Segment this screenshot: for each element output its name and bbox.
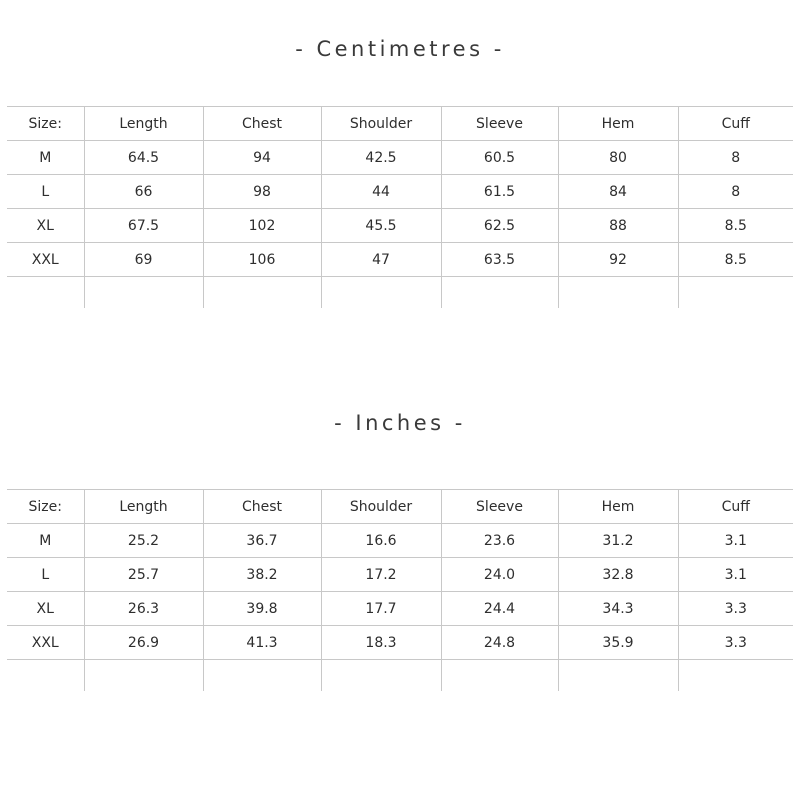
table-cell: 69	[84, 243, 203, 277]
table-cell: 44	[321, 175, 441, 209]
table-cell: 67.5	[84, 209, 203, 243]
table-cell: 3.3	[678, 592, 793, 626]
table-cell: 63.5	[441, 243, 558, 277]
table-cell: 60.5	[441, 141, 558, 175]
centimetres-title: - Centimetres -	[295, 37, 505, 61]
blank-row	[7, 660, 793, 692]
size-cell: XL	[7, 209, 84, 243]
table-cell: 18.3	[321, 626, 441, 660]
column-header: Sleeve	[441, 107, 558, 141]
table-row	[7, 626, 793, 660]
table-cell: 24.8	[441, 626, 558, 660]
size-cell: M	[7, 524, 84, 558]
table-cell: 94	[203, 141, 321, 175]
column-header: Size:	[7, 490, 84, 524]
empty-cell	[558, 660, 678, 692]
table-cell: 106	[203, 243, 321, 277]
empty-cell	[84, 660, 203, 692]
table-row	[7, 243, 793, 277]
table-cell: 38.2	[203, 558, 321, 592]
empty-cell	[678, 660, 793, 692]
table-cell: 8	[678, 141, 793, 175]
table-cell: 64.5	[84, 141, 203, 175]
table-cell: 32.8	[558, 558, 678, 592]
table-cell: 26.3	[84, 592, 203, 626]
empty-cell	[321, 660, 441, 692]
centimetres-size-table	[7, 106, 793, 308]
column-header: Shoulder	[321, 107, 441, 141]
column-header: Hem	[558, 107, 678, 141]
table-cell: 35.9	[558, 626, 678, 660]
table-cell: 3.3	[678, 626, 793, 660]
column-header: Cuff	[678, 490, 793, 524]
table-cell: 42.5	[321, 141, 441, 175]
size-cell: XL	[7, 592, 84, 626]
table-cell: 25.2	[84, 524, 203, 558]
table-cell: 24.4	[441, 592, 558, 626]
size-cell: L	[7, 175, 84, 209]
table-row	[7, 558, 793, 592]
table-cell: 88	[558, 209, 678, 243]
table-cell: 41.3	[203, 626, 321, 660]
table-cell: 24.0	[441, 558, 558, 592]
table-cell: 25.7	[84, 558, 203, 592]
column-header: Length	[84, 107, 203, 141]
empty-cell	[203, 660, 321, 692]
table-row	[7, 524, 793, 558]
table-cell: 66	[84, 175, 203, 209]
blank-row	[7, 277, 793, 309]
empty-cell	[84, 277, 203, 309]
empty-cell	[7, 277, 84, 309]
size-cell: XXL	[7, 243, 84, 277]
table-cell: 98	[203, 175, 321, 209]
table-cell: 84	[558, 175, 678, 209]
empty-cell	[321, 277, 441, 309]
table-cell: 47	[321, 243, 441, 277]
column-header: Cuff	[678, 107, 793, 141]
table-cell: 16.6	[321, 524, 441, 558]
table-cell: 8	[678, 175, 793, 209]
empty-cell	[441, 277, 558, 309]
table-row	[7, 592, 793, 626]
inches-size-table	[7, 489, 793, 691]
empty-cell	[558, 277, 678, 309]
table-cell: 17.2	[321, 558, 441, 592]
column-header: Hem	[558, 490, 678, 524]
column-header: Length	[84, 490, 203, 524]
table-cell: 8.5	[678, 209, 793, 243]
empty-cell	[7, 660, 84, 692]
empty-cell	[678, 277, 793, 309]
table-cell: 26.9	[84, 626, 203, 660]
table-cell: 80	[558, 141, 678, 175]
empty-cell	[441, 660, 558, 692]
size-cell: M	[7, 141, 84, 175]
table-cell: 34.3	[558, 592, 678, 626]
table-cell: 102	[203, 209, 321, 243]
table-row	[7, 141, 793, 175]
table-cell: 39.8	[203, 592, 321, 626]
table-cell: 23.6	[441, 524, 558, 558]
table-cell: 36.7	[203, 524, 321, 558]
column-header: Shoulder	[321, 490, 441, 524]
table-cell: 61.5	[441, 175, 558, 209]
table-header-row	[7, 107, 793, 141]
inches-title: - Inches -	[334, 411, 466, 435]
table-cell: 62.5	[441, 209, 558, 243]
column-header: Chest	[203, 490, 321, 524]
empty-cell	[203, 277, 321, 309]
column-header: Chest	[203, 107, 321, 141]
table-cell: 45.5	[321, 209, 441, 243]
table-cell: 8.5	[678, 243, 793, 277]
table-row	[7, 175, 793, 209]
size-cell: XXL	[7, 626, 84, 660]
table-cell: 3.1	[678, 558, 793, 592]
table-cell: 17.7	[321, 592, 441, 626]
table-header-row	[7, 490, 793, 524]
column-header: Sleeve	[441, 490, 558, 524]
table-row	[7, 209, 793, 243]
table-cell: 3.1	[678, 524, 793, 558]
table-cell: 31.2	[558, 524, 678, 558]
column-header: Size:	[7, 107, 84, 141]
table-cell: 92	[558, 243, 678, 277]
size-cell: L	[7, 558, 84, 592]
